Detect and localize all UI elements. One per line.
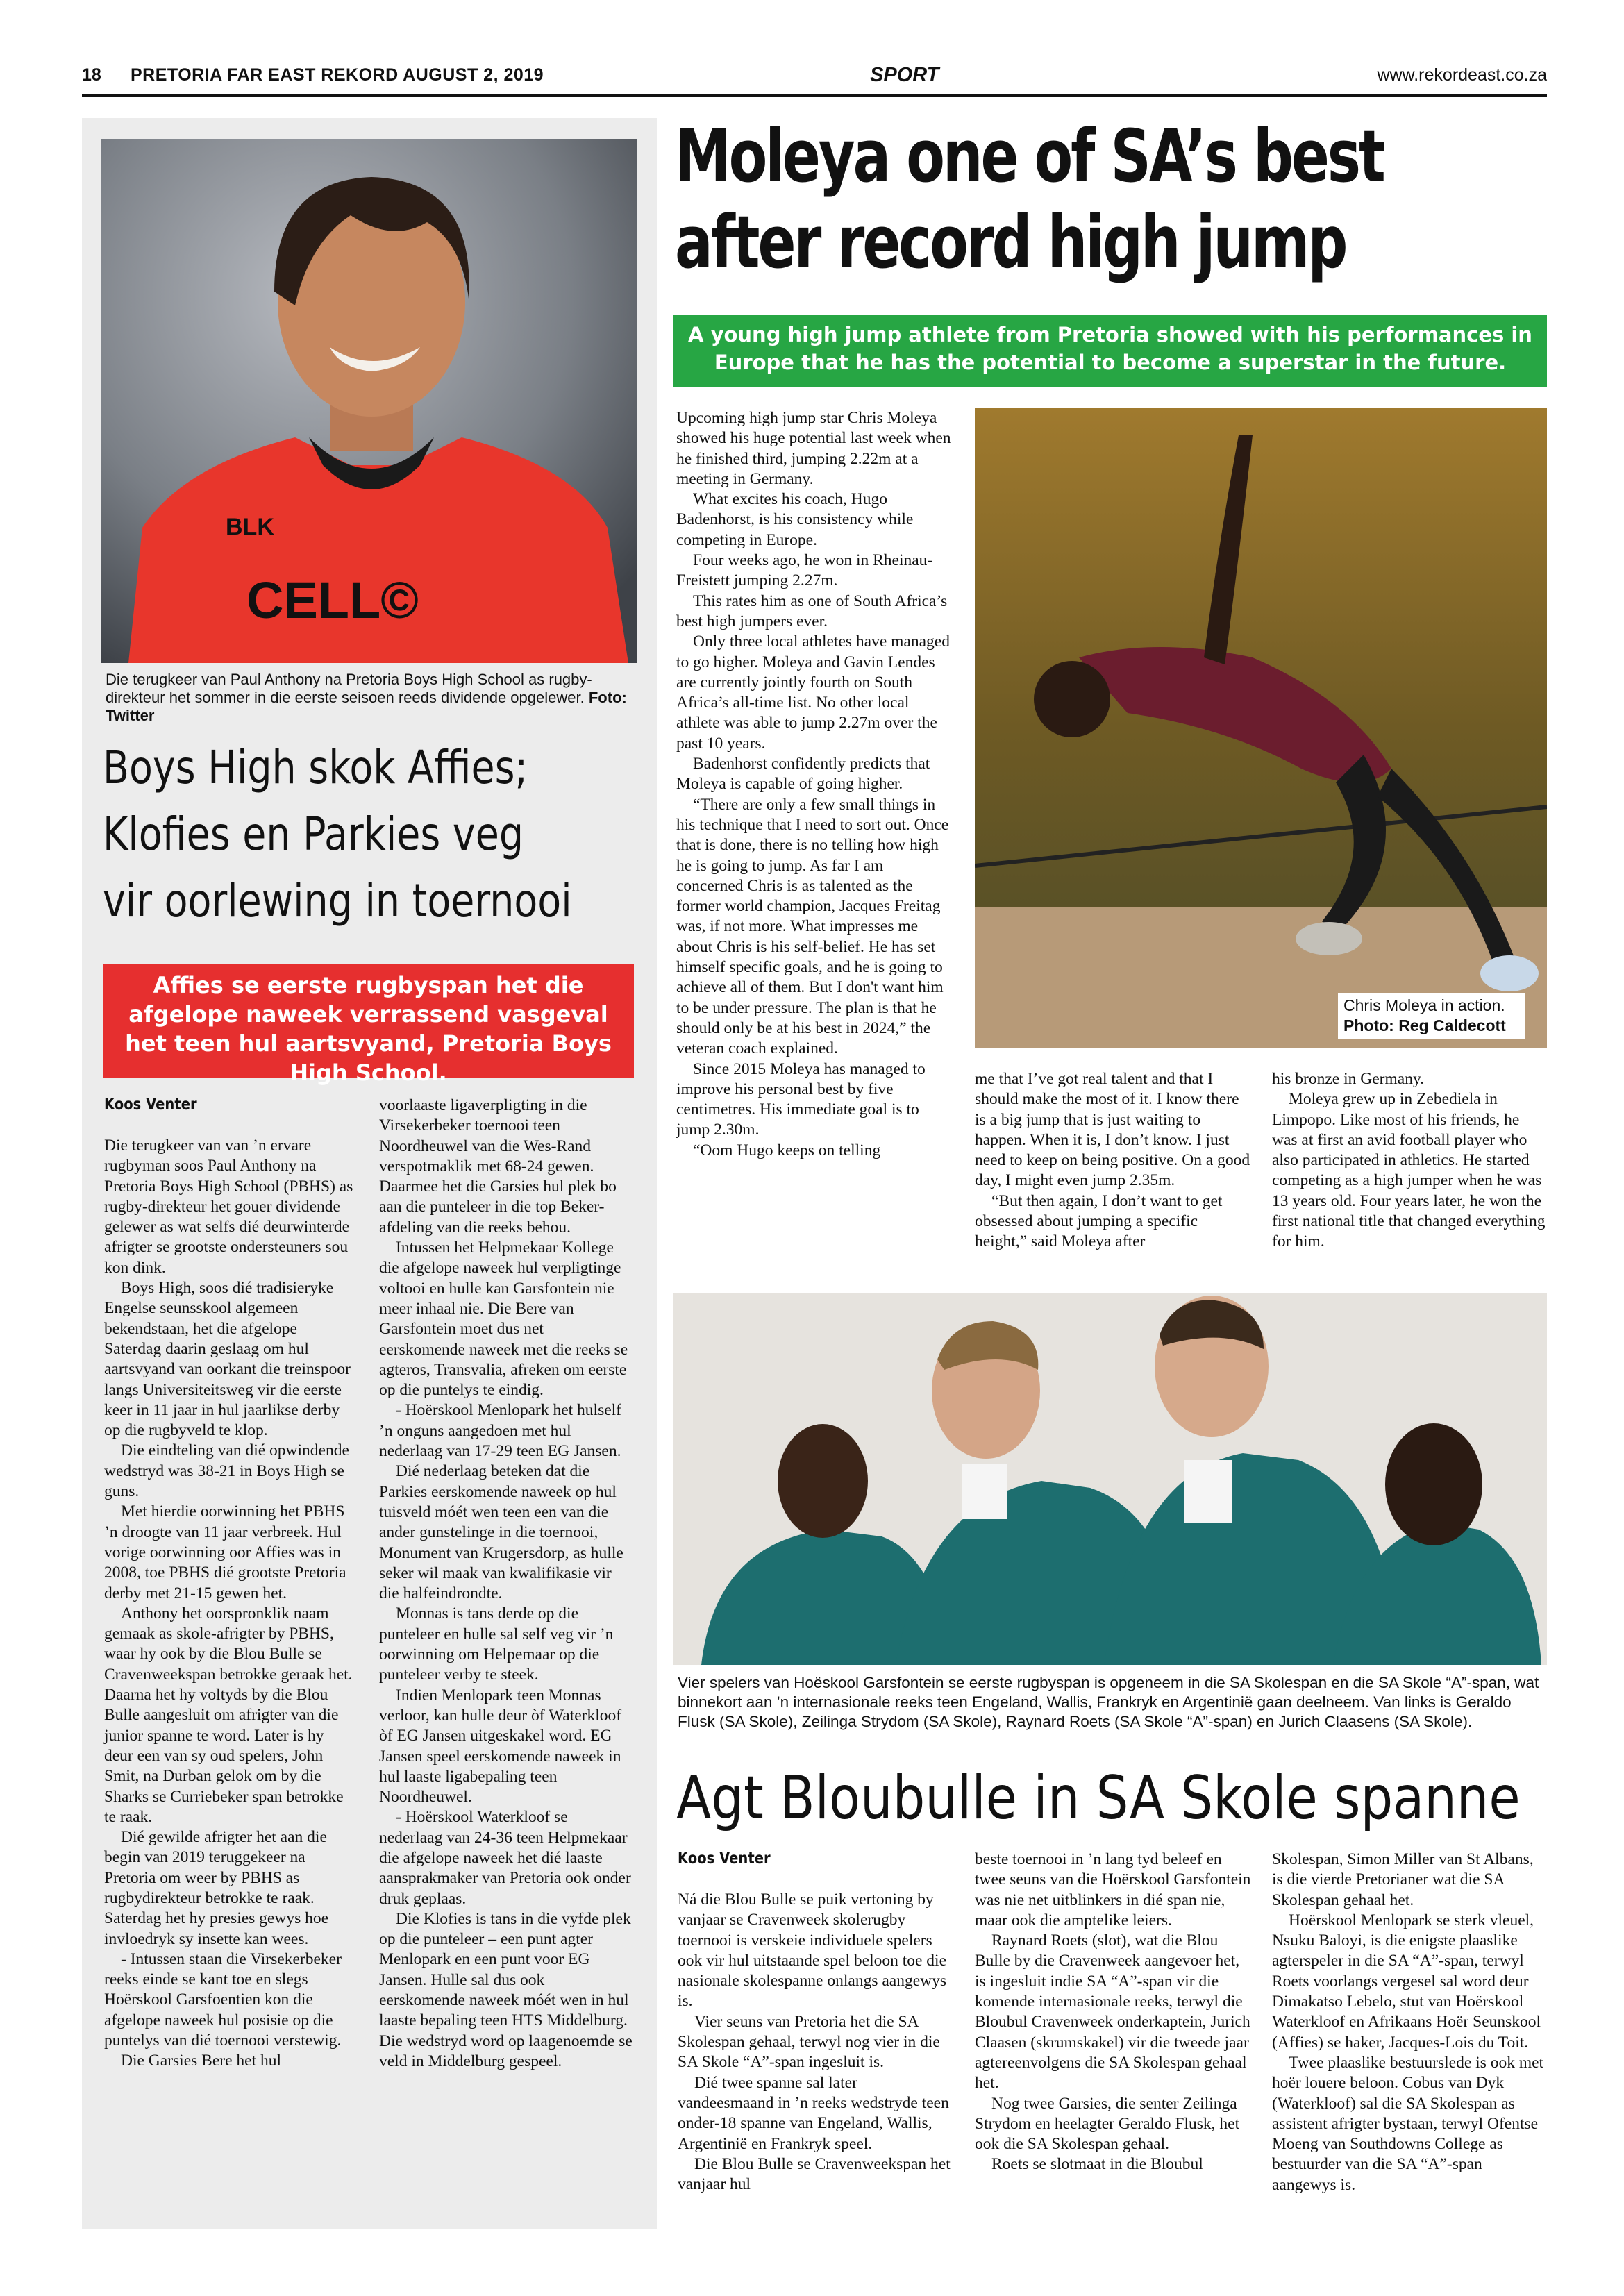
caption-text: Chris Moleya in action. — [1343, 996, 1505, 1014]
paragraph: Roets se slotmaat in die Bloubul — [991, 2155, 1203, 2174]
paragraph: Hoërskool Menlopark se sterk vleuel, Nsuku Baloyi, is die enigste plaaslike agterspeler in die SA “A”-span, terwyl Roets voorlangs vergesel sal word deur Dimakatso Lebelo, stut van Hoërskool Waterkloof en Afrikaans Hoër Seunskool (Affies) se haker, Jacques-Lois du Toit. — [1272, 1911, 1541, 2052]
rugby-players-illustration — [673, 1293, 1547, 1665]
caption-text: Die terugkeer van Paul Anthony na Pretoria Boys High School as rugby-direkteur het sommer in die eerste seisoen reeds dividende opgelewer. — [106, 671, 592, 706]
paragraph: Vier seuns van Pretoria het die SA Skolespan gehaal, terwyl nog vier in die SA Skole “A”-span ingesluit is. — [678, 2012, 940, 2072]
paragraph: Badenhorst confidently predicts that Moleya is capable of going higher. — [676, 755, 930, 794]
paragraph: Met hierdie oorwinning het PBHS ’n droogte van 11 jaar verbreek. Hul vorige oorwinning oor Affies was in 2008, toe PBHS dié grootste Pretoria derby met 21-15 gewen het. — [104, 1502, 346, 1602]
main-headline-line-2: after record high jump — [675, 200, 1346, 285]
caption-credit: Photo: Reg Caldecott — [1343, 1016, 1506, 1034]
page-number: 18 — [82, 65, 101, 85]
main-column-2 — [975, 1069, 1253, 1252]
paragraph: “Oom Hugo keeps on telling — [693, 1141, 881, 1159]
paragraph: Die Klofies is tans in die vyfde plek op die punteleer – een punt agter Menlopark en een punt voor EG Jansen. Hulle sal dus ook eerskomende naweek móét wen in hul laaste bepaling teen HTS Middelburg. Die wedstryd word op laagenoemde se veld in Middelburg gespeel. — [379, 1909, 633, 2070]
high-jump-photo-caption — [1338, 993, 1525, 1039]
paragraph: Upcoming high jump star Chris Moleya showed his huge potential last week when he finished third, jumping 2.22m at a meeting in Germany. — [676, 409, 951, 488]
paragraph: Raynard Roets (slot), wat die Blou Bulle by die Cravenweek aangevoer het, is ingesluit indie SA “A”-span vir die komende internasionale reeks, terwyl die Bloubul Cravenweek onderkaptein, Jurich Claasen (skrumskakel) vir die tweede jaar agtereenvolgens die SA Skolespan gehaal het. — [975, 1932, 1250, 2093]
main-column-3 — [1272, 1069, 1548, 1252]
paragraph: Nog twee Garsies, die senter Zeilinga Strydom en heelagter Geraldo Flusk, het ook die SA Skolespan gehaal. — [975, 2094, 1240, 2154]
main-headline-line-1: Moleya one of SA’s best — [675, 114, 1384, 199]
paragraph: Intussen het Helpmekaar Kollege die afgelope naweek hul verpligtinge voltooi en hulle kan Garsfontein nie meer inhaal nie. Die Bere van Garsfontein moet dus net eerskomende naweek met die reeks se agteros, Transvalia, afreken om eerste op die puntelys te eindig. — [379, 1239, 628, 1400]
paragraph: “There are only a few small things in his technique that I need to sort out. Once that is done, there is no telling how high he is going to jump. As far I am concerned Chris is as talented as the former world champion, Jacques Freitag was, if not more. What impresses me about Chris is his self-belief. He has set himself specific goals, and he is going to achieve all of them. But I don't want him to be under pressure. The plan is that he should only be at his best in 2024,” the veteran coach explained. — [676, 795, 949, 1058]
header-rule — [82, 94, 1547, 97]
paragraph: Anthony het oorspronklik naam gemaak as skole-afrigter by PBHS, waar hy ook by die Blou Bulle se Cravenweekspan betrokke geraak het. Daarna het hy voltyds by die Blou Bulle aangesluit om afrigter van die junior spanne te word. Later is hy deur een van sy oud spelers, John Smit, na Durban gelok om by die Sharks se Curriebeker span betrokke te raak. — [104, 1604, 353, 1826]
bottom-column-1 — [678, 1890, 954, 2195]
paragraph: Only three local athletes have managed to go higher. Moleya and Gavin Lendes are currently jointly fourth on South Africa’s all-time list. No other local athlete was able to jump 2.27m over the past 10 years. — [676, 632, 950, 753]
website-url: www.rekordeast.co.za — [1377, 65, 1547, 85]
sidebar-byline: Koos Venter — [104, 1096, 197, 1114]
paragraph: - Hoërskool Menlopark het hulself ’n onguns aangedoen met hul nederlaag van 17-29 teen EG Jansen. — [379, 1401, 622, 1461]
high-jump-illustration — [975, 408, 1547, 1048]
publication-dateline: PRETORIA FAR EAST REKORD AUGUST 2, 2019 — [131, 65, 544, 85]
paragraph: Dié nederlaag beteken dat die Parkies eerskomende naweek op hul tuisveld móét wen teen een van die ander gunstelinge in die toernooi, Monument van Krugersdorp, as hulle seker wil maak van kwalifikasie vir die halfeindrondte. — [379, 1462, 623, 1603]
paragraph: Indien Menlopark teen Monnas verloor, kan hulle deur òf Waterkloof òf EG Jansen uitgeskakel word. EG Jansen speel eerskomende naweek in hul laaste ligabepaling teen Noordheuwel. — [379, 1686, 622, 1807]
paragraph: Moleya grew up in Zebediela in Limpopo. Like most of his friends, he was at first an avid football player who also participated in athletics. He started competing as a high jumper when he was 13 years old. Four years later, he won the first national title that changed everything for him. — [1272, 1090, 1546, 1251]
sidebar-headline-line-3: vir oorlewing in toernooi — [103, 874, 572, 928]
paragraph: What excites his coach, Hugo Badenhorst, is his consistency while competing in Europe. — [676, 490, 914, 549]
paragraph: Die terugkeer van van ’n ervare rugbyman soos Paul Anthony na Pretoria Boys High School (PBHS) as rugby-direkteur het gouer dividende gelewer as wat selfs dié deurwinterde afrigter se grootste ondersteuners sou kon dink. — [104, 1137, 353, 1277]
paragraph: This rates him as one of South Africa’s best high jumpers ever. — [676, 592, 948, 630]
page-header — [82, 61, 1547, 90]
coach-photo-illustration — [101, 139, 637, 663]
bottom-headline: Agt Bloubulle in SA Skole spanne — [676, 1763, 1521, 1833]
paragraph: - Intussen staan die Virsekerbeker reeks einde se kant toe en slegs Hoërskool Garsfoentien kon die afgelope naweek hul posisie op die puntelys van dié toernooi verstewig. — [104, 1950, 342, 2050]
paragraph: me that I’ve got real talent and that I should make the most of it. I know there is a big jump that is just waiting to happen. When it is, I don’t know. I just need to keep on being positive. On a good day, I might even jump 2.35m. — [975, 1070, 1250, 1190]
rugby-photo-caption: Vier spelers van Hoëskool Garsfontein se eerste rugbyspan is opgeneem in die SA Skolespan en die SA Skole “A”-span, wat binnekort aan ’n internasionale reeks teen Engeland, Wallis, Frankryk en Argentinië gaan deelneem. Van links is Geraldo Flusk (SA Skole), Zeilinga Strydom (SA Skole), Raynard Roets (SA Skole “A”-span) en Jurich Claasens (SA Skole). — [678, 1674, 1539, 1730]
rugby-players-photo — [673, 1293, 1547, 1665]
paragraph: Dié twee spanne sal later vandeesmaand in ’n reeks wedstryde teen onder-18 spanne van Engeland, Wallis, Argentinië en Frankryk speel. — [678, 2073, 949, 2153]
sidebar-column-1 — [104, 1136, 354, 2072]
sidebar-deck: Affies se eerste rugbyspan het die afgelope naweek verrassend vasgeval het teen hul aartsvyand, Pretoria Boys High School. — [103, 964, 634, 1078]
section-label: SPORT — [870, 64, 939, 86]
coach-photo-caption — [106, 671, 633, 725]
sidebar-column-2 — [379, 1096, 633, 2072]
bottom-column-2 — [975, 1850, 1253, 2175]
main-column-1 — [676, 408, 954, 1161]
coach-photo — [101, 139, 637, 663]
paragraph: Die eindteling van dié opwindende wedstryd was 38-21 in Boys High se guns. — [104, 1441, 349, 1501]
paragraph: Die Blou Bulle se Cravenweekspan het vanjaar hul — [678, 2154, 951, 2194]
bottom-byline: Koos Venter — [678, 1850, 771, 1868]
sidebar-headline-line-2: Klofies en Parkies veg — [103, 807, 524, 861]
paragraph: Ná die Blou Bulle se puik vertoning by vanjaar se Cravenweek skolerugby toernooi is verskeie individuele spelers ook vir hul uitstaande spel beloon toe die nasionale skolespanne onlangs aangewys is. — [678, 1891, 947, 2011]
paragraph: Twee plaaslike bestuurslede is ook met hoër louere beloon. Cobus van Dyk (Waterkloof) sal die SA Skolespan as assistent afrigter bystaan, terwyl Ofentse Moeng van Southdowns College as bestuurder van die SA “A”-span aangewys is. — [1272, 2053, 1544, 2194]
bottom-column-3 — [1272, 1850, 1548, 2195]
svg-text:CELL©: CELL© — [246, 571, 419, 629]
caption-credit: Foto: Twitter — [106, 689, 627, 724]
paragraph: - Hoërskool Waterkloof se nederlaag van 24-36 teen Helpmekaar die afgelope naweek het dié laaste aansprakmaker van Pretoria ook onder druk geplaas. — [379, 1808, 631, 1908]
paragraph: Since 2015 Moleya has managed to improve his personal best by five centimetres. His immediate goal is to jump 2.30m. — [676, 1059, 926, 1139]
paragraph: Boys High, soos dié tradisieryke Engelse seunsskool algemeen bekendstaan, het die afgelope Saterdag daarin geslaag om hul aartsvyand van oorkant die treinspoor langs Universiteitsweg vir die eerste keer in 11 jaar in hul jaarlikse derby op die rugbyveld te klop. — [104, 1279, 351, 1440]
paragraph: his bronze in Germany. — [1272, 1070, 1425, 1088]
paragraph: Monnas is tans derde op die punteleer en hulle sal self veg vir ’n oorwinning om Helpemaar op die punteleer verby te steek. — [379, 1604, 614, 1684]
sidebar-headline-line-1: Boys High skok Affies; — [103, 741, 528, 794]
main-deck: A young high jump athlete from Pretoria showed with his performances in Europe that he has the potential to become a superstar in the future. — [673, 315, 1547, 387]
paragraph: voorlaaste ligaverpligting in die Virsekerbeker toernooi teen Noordheuwel van die Wes-Rand verspotmaklik met 68-24 gewen. Daarmee het die Garsies hul plek bo aan die punteleer in die top Beker-afdeling van die reeks behou. — [379, 1096, 617, 1237]
high-jump-photo — [975, 408, 1547, 1048]
paragraph: Dié gewilde afrigter het aan die begin van 2019 teruggekeer na Pretoria om weer by PBHS as rugbydirekteur betrokke te raak. Saterdag het hy presies gewys hoe invloedryk sy insette kan wees. — [104, 1828, 329, 1948]
svg-text:BLK: BLK — [226, 514, 274, 540]
paragraph: beste toernooi in ’n lang tyd beleef en twee seuns van die Hoërskool Garsfontein was nie net uitblinkers in dié span nie, maar ook die amptelike leiers. — [975, 1850, 1251, 1929]
paragraph: “But then again, I don’t want to get obsessed about jumping a specific height,” said Moleya after — [975, 1191, 1223, 1251]
paragraph: Die Garsies Bere het hul — [121, 2052, 282, 2070]
paragraph: Four weeks ago, he won in Rheinau-Freistett jumping 2.27m. — [676, 551, 933, 590]
paragraph: Skolespan, Simon Miller van St Albans, is die vierde Pretorianer wat die SA Skolespan gehaal het. — [1272, 1850, 1534, 1909]
